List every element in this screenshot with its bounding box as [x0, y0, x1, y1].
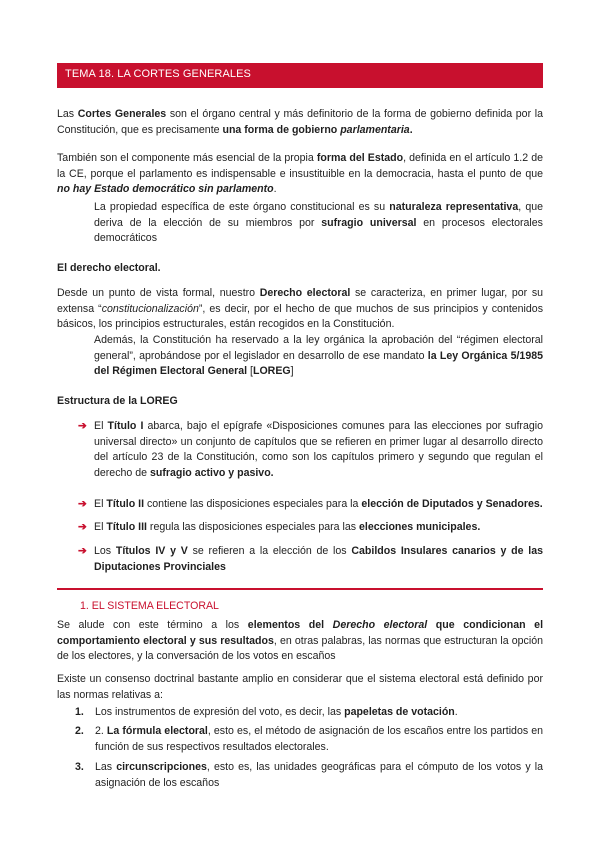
intro-paragraph-3: La propiedad específica de este órgano constitucional es su naturaleza representativa, que deriva de la elección de su miembros por sufragio universal en procesos electorales democráticos — [94, 201, 543, 245]
section-title-sistema-electoral: 1. EL SISTEMA ELECTORAL — [80, 600, 219, 612]
intro-paragraph-2: También son el componente más esencial de la propia forma del Estado, definida en el artículo 1.2 de la CE, porque el parlamento es indispensable e insustituible en la democracia, hasta el punto de que no hay Estado democrático sin parlamento. — [57, 152, 543, 196]
list-item-titulos-4-5: ➔ Los Títulos IV y V se refieren a la elección de los Cabildos Insulares canarios y de las Diputaciones Provinciales — [78, 545, 543, 573]
derecho-paragraph-1: Desde un punto de vista formal, nuestro Derecho electoral se caracteriza, en primer lugar, por su extensa “constitucionalización”, es decir, por el hecho de que muchos de sus principios y contenidos básicos, los principios estructurales, están recogidos en la Constitución. — [57, 287, 544, 331]
section-divider — [57, 588, 543, 590]
sistema-paragraph-2: Existe un consenso doctrinal bastante amplio en considerar que el sistema electoral está definido por las normas relativas a: — [57, 673, 543, 701]
arrow-right-icon: ➔ — [78, 521, 87, 533]
arrow-right-icon: ➔ — [78, 498, 87, 510]
sistema-paragraph-1: Se alude con este término a los elementos del Derecho electoral que condicionan el comportamiento electoral y sus resultados, en otras palabras, las normas que estructuran la opción de los electores, y la conversación de los votos en escaños — [57, 619, 544, 663]
numbered-item-3: 3. Las circunscripciones, esto es, las unidades geográficas para el cómputo de los votos y la asignación de los escaños — [75, 761, 543, 789]
list-item-titulo-3: ➔ El Título III regula las disposiciones especiales para las elecciones municipales. — [80, 520, 543, 536]
numbered-item-1: 1. Los instrumentos de expresión del voto, es decir, las papeletas de votación. — [75, 706, 458, 718]
arrow-right-icon: ➔ — [78, 420, 87, 432]
derecho-paragraph-2: Además, la Constitución ha reservado a la ley orgánica la aprobación del “régimen electoral general”, aprobándose por el legislador en desarrollo de ese mandato la Ley Orgánica 5/1985 del Régimen Electoral General [LOREG] — [94, 334, 544, 378]
list-item-titulo-1: ➔ El Título I abarca, bajo el epígrafe «Disposiciones comunes para las elecciones por sufragio universal directo» un conjunto de capítulos que se refieren en primer lugar al desarrollo directo del artículo 23 de la Constitución, como son los capítulos primero y segundo que regulan el derecho de sufragio activo y pasivo. — [78, 420, 543, 479]
topic-banner — [57, 63, 543, 88]
derecho-heading: El derecho electoral. — [57, 262, 161, 274]
arrow-right-icon: ➔ — [78, 545, 87, 557]
list-item-titulo-2: ➔ El Título II contiene las disposiciones especiales para la elección de Diputados y Senadores. — [80, 497, 543, 513]
estructura-heading: Estructura de la LOREG — [57, 395, 178, 407]
topic-title: TEMA 18. LA CORTES GENERALES — [65, 68, 251, 80]
numbered-item-2: 2. 2. La fórmula electoral, esto es, el método de asignación de los escaños entre los partidos en función de sus respectivos resultados electorales. — [75, 725, 543, 753]
intro-paragraph-1: Las Cortes Generales son el órgano central y más definitorio de la forma de gobierno definida por la Constitución, que es precisamente una forma de gobierno parlamentaria. — [57, 108, 543, 136]
